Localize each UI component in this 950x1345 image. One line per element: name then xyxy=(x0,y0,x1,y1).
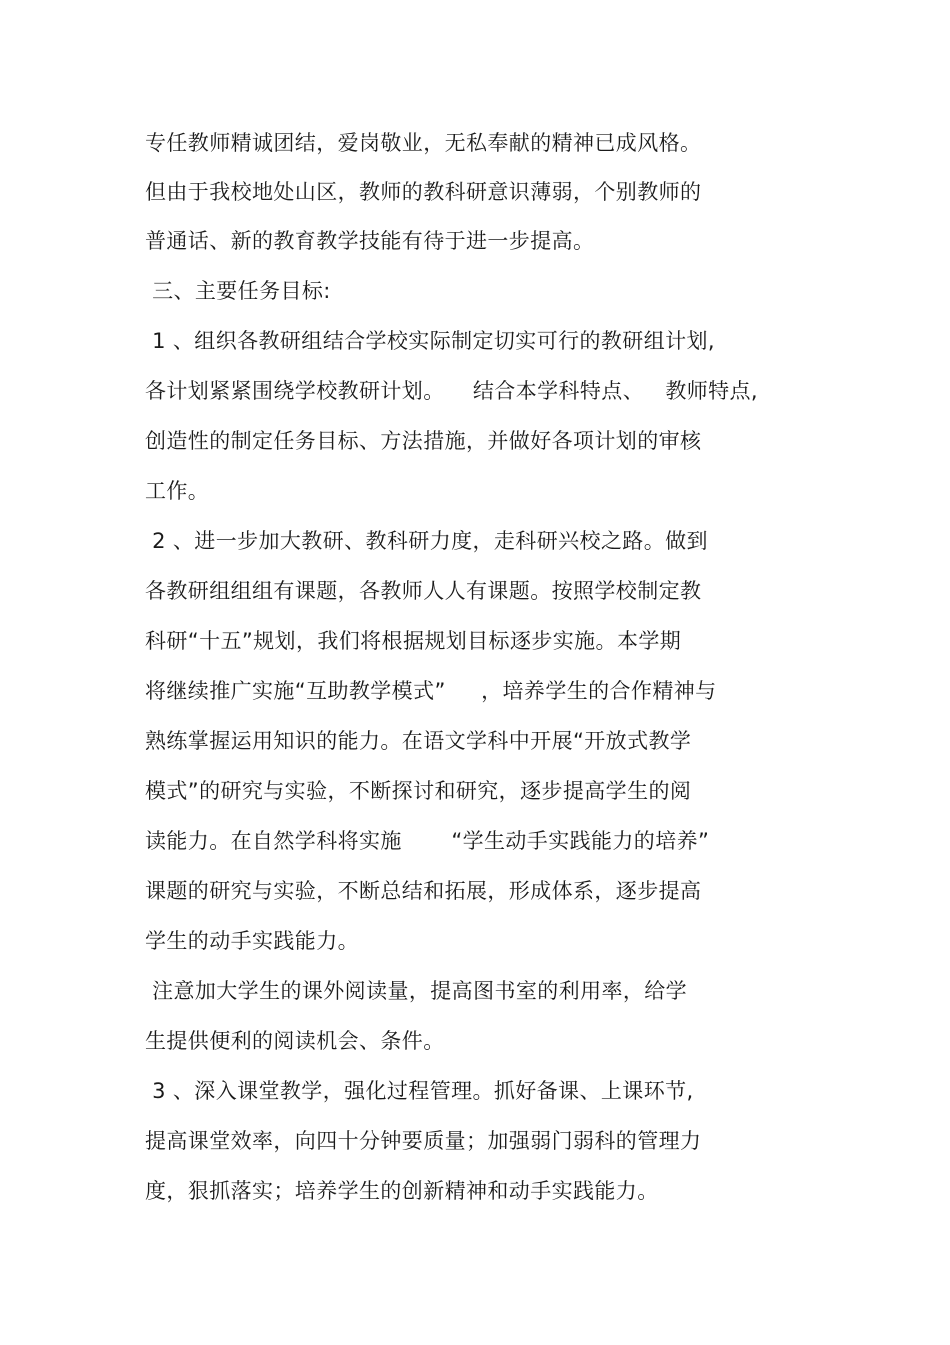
text-line: 注意加大学生的课外阅读量，提高图书室的利用率，给学 xyxy=(145,979,688,1003)
text-line: 各计划紧紧围绕学校教研计划。 结合本学科特点、 教师特点, xyxy=(145,379,758,403)
text-line: 熟练掌握运用知识的能力。在语文学科中开展“开放式教学 xyxy=(145,729,692,753)
text-line: 模式”的研究与实验，不断探讨和研究，逐步提高学生的阅 xyxy=(145,779,692,803)
text-line: 生提供便利的阅读机会、条件。 xyxy=(145,1029,445,1053)
section-heading: 三、主要任务目标: xyxy=(145,279,331,303)
text-line: 创造性的制定任务目标、方法措施，并做好各项计划的审核 xyxy=(145,429,702,453)
text-line: 将继续推广实施“互助教学模式” ，培养学生的合作精神与 xyxy=(145,679,717,703)
text-line: 工作。 xyxy=(145,479,210,503)
text-line: 度，狠抓落实；培养学生的创新精神和动手实践能力。 xyxy=(145,1179,659,1203)
text-line: 但由于我校地处山区，教师的教科研意识薄弱，个别教师的 xyxy=(145,180,702,204)
text-line: 1 、组织各教研组结合学校实际制定切实可行的教研组计划, xyxy=(145,329,715,353)
text-line: 课题的研究与实验，不断总结和拓展，形成体系，逐步提高 xyxy=(145,879,702,903)
text-line: 3 、深入课堂教学，强化过程管理。抓好备课、上课环节, xyxy=(145,1079,694,1103)
text-line: 专任教师精诚团结，爱岗敬业，无私奉献的精神已成风格。 xyxy=(145,131,702,155)
text-line: 学生的动手实践能力。 xyxy=(145,929,359,953)
text-line: 读能力。在自然学科将实施 “学生动手实践能力的培养” xyxy=(145,829,710,853)
text-line: 科研“十五”规划，我们将根据规划目标逐步实施。本学期 xyxy=(145,629,682,653)
text-line: 各教研组组组有课题，各教师人人有课题。按照学校制定教 xyxy=(145,579,702,603)
text-line: 2 、进一步加大教研、教科研力度，走科研兴校之路。做到 xyxy=(145,529,708,553)
text-line: 提高课堂效率，向四十分钟要质量；加强弱门弱科的管理力 xyxy=(145,1129,702,1153)
text-line: 普通话、新的教育教学技能有待于进一步提高。 xyxy=(145,229,595,253)
